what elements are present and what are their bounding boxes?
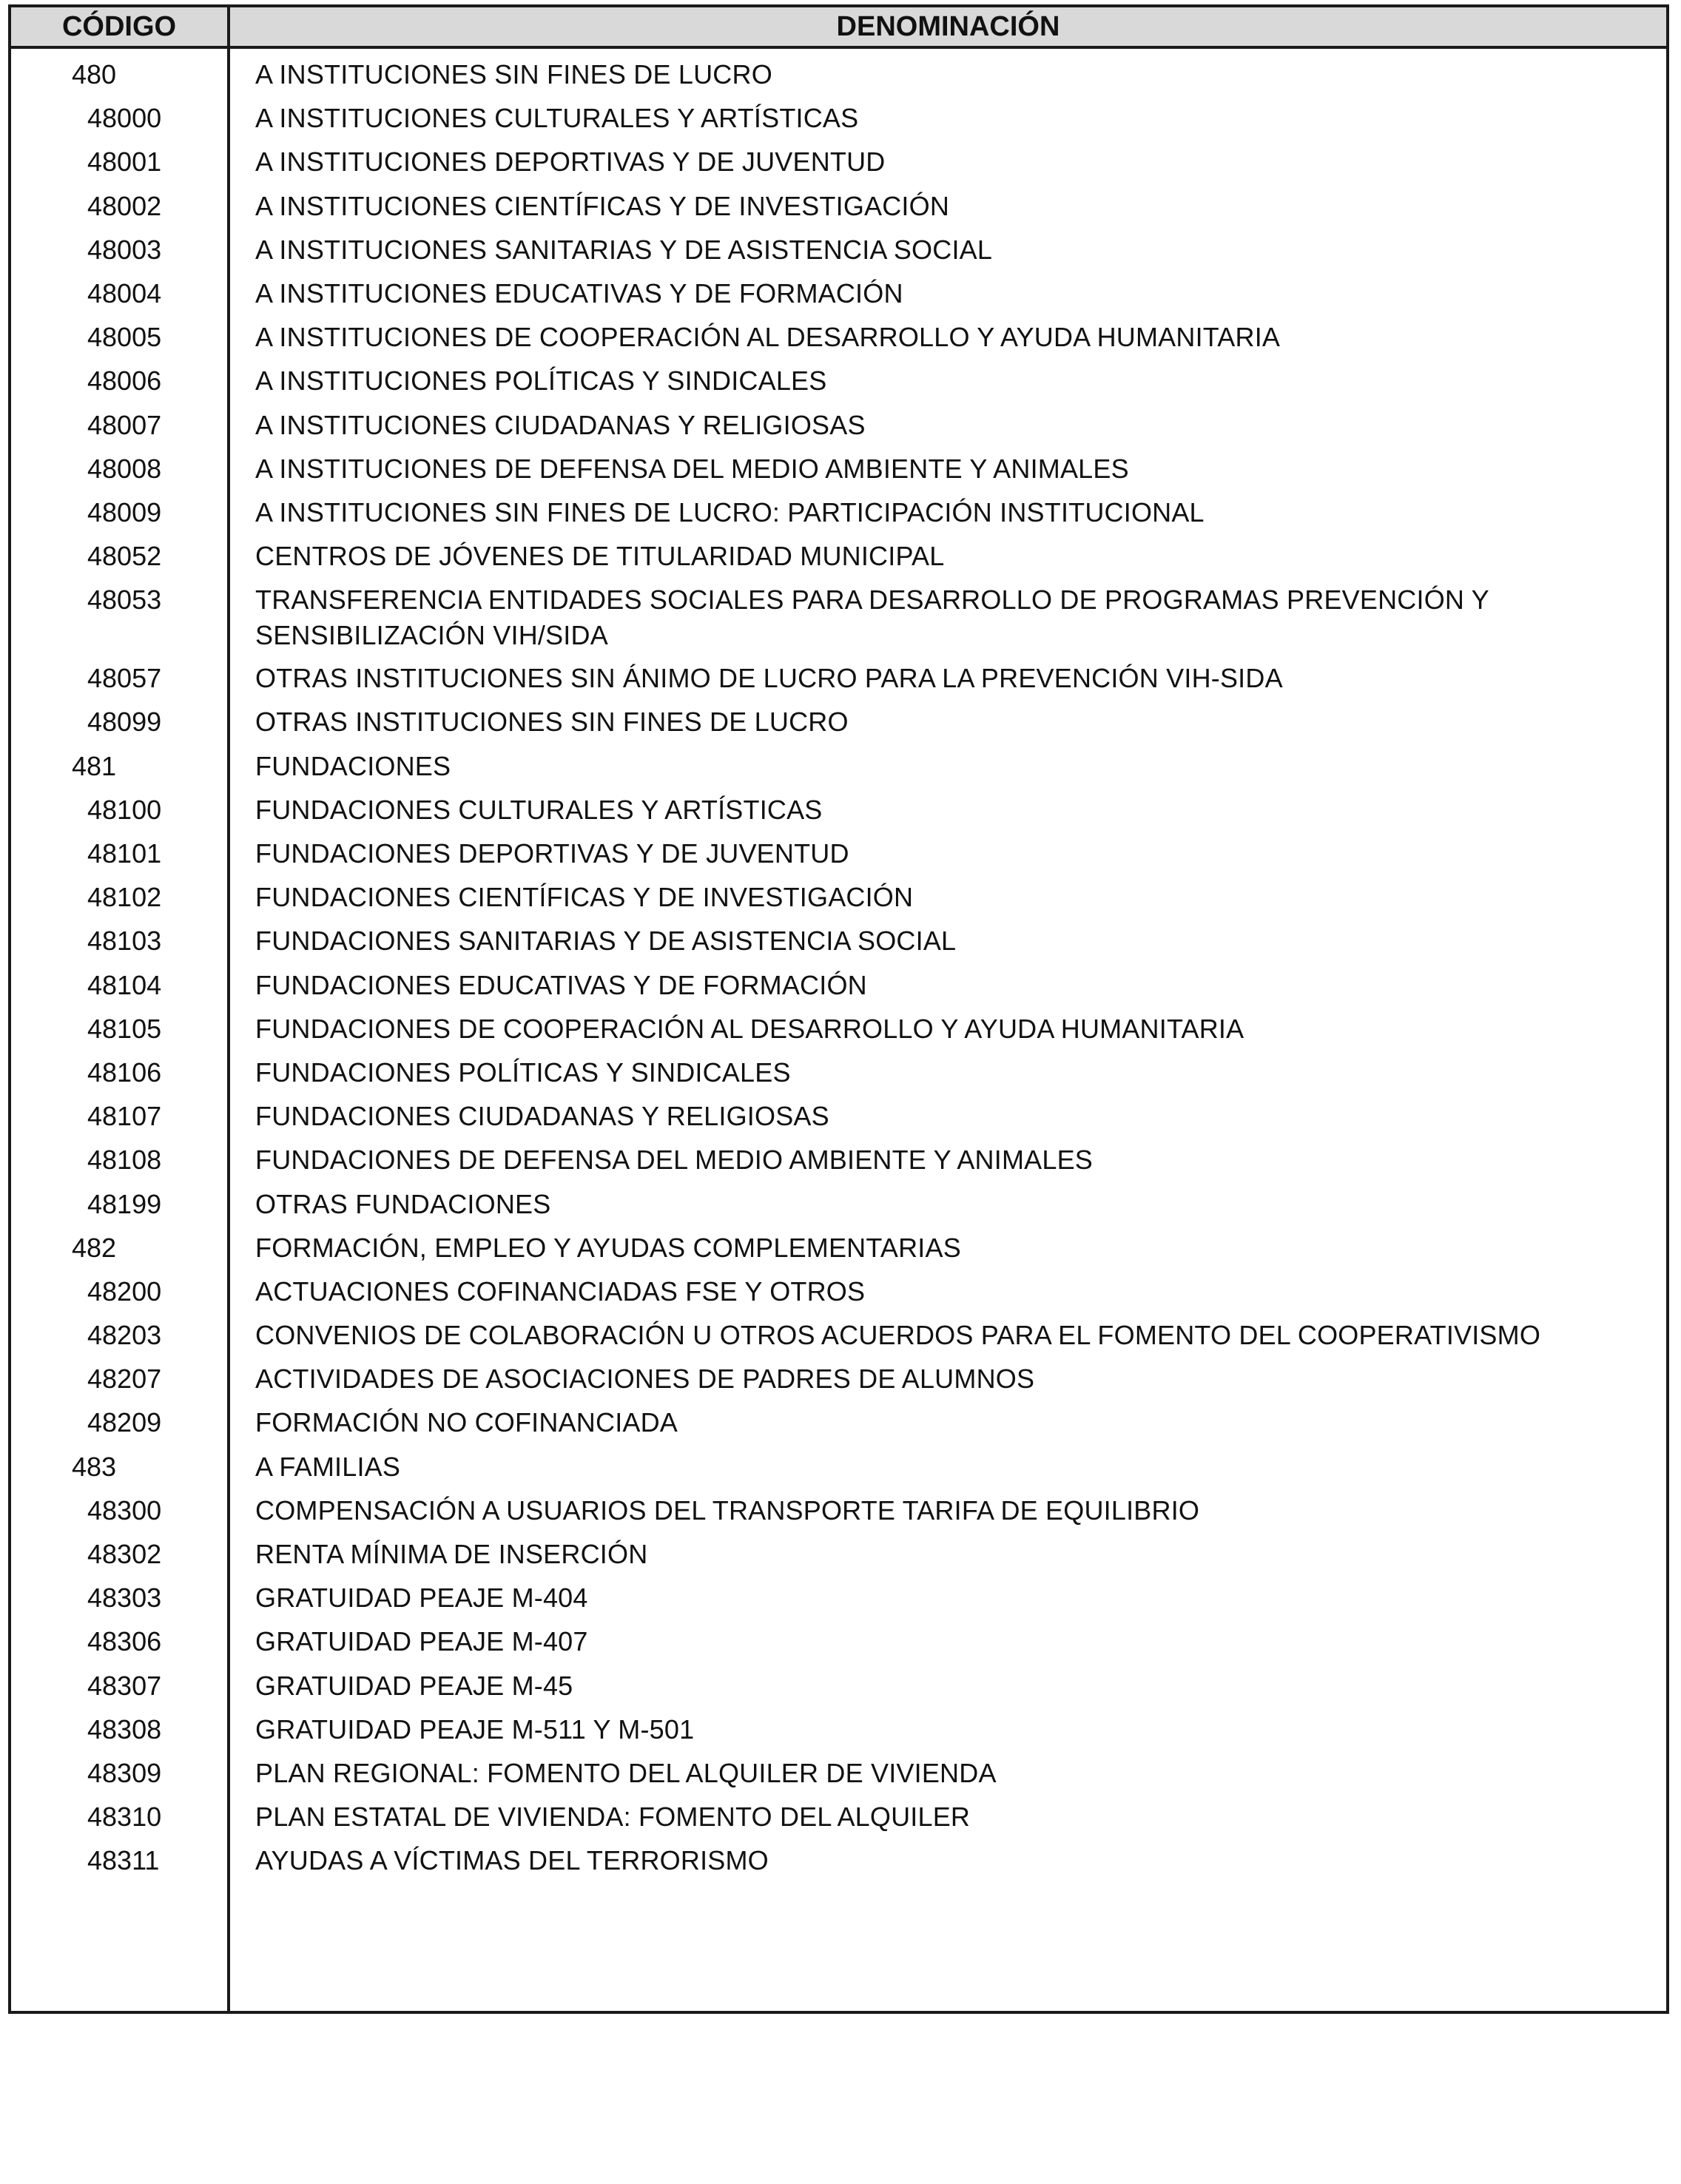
row-name: A INSTITUCIONES CULTURALES Y ARTÍSTICAS bbox=[255, 103, 859, 134]
row-name: GRATUIDAD PEAJE M-511 Y M-501 bbox=[255, 1713, 695, 1745]
row-name: A FAMILIAS bbox=[255, 1451, 401, 1482]
table-row bbox=[11, 1055, 1666, 1099]
table-row bbox=[11, 1449, 1666, 1493]
table-row bbox=[11, 749, 1666, 792]
row-name: FUNDACIONES CULTURALES Y ARTÍSTICAS bbox=[255, 794, 823, 825]
row-code: 48001 bbox=[87, 146, 162, 178]
row-name: GRATUIDAD PEAJE M-45 bbox=[255, 1670, 573, 1701]
row-code: 48099 bbox=[87, 707, 162, 738]
row-code: 48000 bbox=[87, 103, 162, 134]
row-name: OTRAS FUNDACIONES bbox=[255, 1188, 551, 1219]
row-code: 48002 bbox=[87, 190, 162, 221]
table-row bbox=[11, 1318, 1666, 1361]
table-row bbox=[11, 836, 1666, 880]
row-name: ACTIVIDADES DE ASOCIACIONES DE PADRES DE ALUMNOS bbox=[255, 1364, 1035, 1395]
table-row bbox=[11, 1142, 1666, 1186]
table-row bbox=[11, 1756, 1666, 1799]
table-row bbox=[11, 408, 1666, 451]
row-code: 48003 bbox=[87, 234, 162, 265]
row-name: CONVENIOS DE COLABORACIÓN U OTROS ACUERDOS PARA EL FOMENTO DEL COOPERATIVISMO bbox=[255, 1320, 1541, 1351]
table-row bbox=[11, 189, 1666, 232]
table-row bbox=[11, 1274, 1666, 1318]
table-row bbox=[11, 1405, 1666, 1449]
row-name: A INSTITUCIONES POLÍTICAS Y SINDICALES bbox=[255, 365, 827, 397]
table-row bbox=[11, 1099, 1666, 1142]
row-code: 48209 bbox=[87, 1407, 162, 1438]
row-code: 48007 bbox=[87, 409, 162, 440]
row-code: 48106 bbox=[87, 1056, 162, 1088]
table-row bbox=[11, 1011, 1666, 1055]
row-code: 48105 bbox=[87, 1013, 162, 1044]
row-code: 48104 bbox=[87, 969, 162, 1000]
row-name: FUNDACIONES DE DEFENSA DEL MEDIO AMBIENTE Y ANIMALES bbox=[255, 1145, 1094, 1176]
table-row bbox=[11, 1580, 1666, 1624]
table-row bbox=[11, 880, 1666, 923]
row-code: 48309 bbox=[87, 1757, 162, 1788]
row-name: A INSTITUCIONES CIUDADANAS Y RELIGIOSAS bbox=[255, 409, 866, 440]
row-code: 48100 bbox=[87, 794, 162, 825]
row-code: 48101 bbox=[87, 838, 162, 869]
row-code: 482 bbox=[72, 1232, 117, 1263]
row-code: 48310 bbox=[87, 1802, 162, 1833]
table-row bbox=[11, 276, 1666, 320]
table-row bbox=[11, 363, 1666, 407]
row-code: 48311 bbox=[87, 1845, 160, 1876]
row-code: 48103 bbox=[87, 926, 162, 957]
table-row bbox=[11, 704, 1666, 748]
row-code: 48203 bbox=[87, 1320, 162, 1351]
row-name: FUNDACIONES SANITARIAS Y DE ASISTENCIA SOCIAL bbox=[255, 926, 957, 957]
table-row bbox=[11, 1843, 1666, 1887]
table-row bbox=[11, 57, 1666, 101]
row-name: A INSTITUCIONES SIN FINES DE LUCRO bbox=[255, 59, 772, 90]
row-name: PLAN REGIONAL: FOMENTO DEL ALQUILER DE VIVIENDA bbox=[255, 1757, 997, 1788]
budget-code-table bbox=[8, 4, 1669, 2014]
row-name: ACTUACIONES COFINANCIADAS FSE Y OTROS bbox=[255, 1275, 866, 1307]
table-row bbox=[11, 1493, 1666, 1537]
row-name: PLAN ESTATAL DE VIVIENDA: FOMENTO DEL ALQUILER bbox=[255, 1802, 971, 1833]
row-code: 48307 bbox=[87, 1670, 162, 1701]
row-name: OTRAS INSTITUCIONES SIN ÁNIMO DE LUCRO PARA LA PREVENCIÓN VIH-SIDA bbox=[255, 663, 1283, 694]
table-row bbox=[11, 101, 1666, 144]
row-code: 48005 bbox=[87, 322, 162, 353]
header-name: DENOMINACIÓN bbox=[836, 11, 1060, 42]
table-row bbox=[11, 1624, 1666, 1668]
row-code: 48008 bbox=[87, 453, 162, 484]
table-row bbox=[11, 1361, 1666, 1405]
table-row bbox=[11, 1712, 1666, 1756]
table-row bbox=[11, 923, 1666, 967]
row-code: 48102 bbox=[87, 882, 162, 913]
table-row bbox=[11, 144, 1666, 188]
table-header bbox=[11, 7, 1666, 49]
row-name: GRATUIDAD PEAJE M-407 bbox=[255, 1626, 588, 1657]
row-name: FUNDACIONES CIUDADANAS Y RELIGIOSAS bbox=[255, 1101, 829, 1132]
row-code: 480 bbox=[72, 59, 117, 90]
table-row bbox=[11, 539, 1666, 582]
row-name: FORMACIÓN, EMPLEO Y AYUDAS COMPLEMENTARIAS bbox=[255, 1232, 961, 1263]
row-code: 48300 bbox=[87, 1494, 162, 1526]
row-name: GRATUIDAD PEAJE M-404 bbox=[255, 1583, 588, 1614]
table-row bbox=[11, 495, 1666, 539]
row-code: 48057 bbox=[87, 663, 162, 694]
row-code: 48107 bbox=[87, 1101, 162, 1132]
table-row bbox=[11, 661, 1666, 704]
row-name: AYUDAS A VÍCTIMAS DEL TERRORISMO bbox=[255, 1845, 769, 1876]
row-name: FORMACIÓN NO COFINANCIADA bbox=[255, 1407, 678, 1438]
row-name: TRANSFERENCIA ENTIDADES SOCIALES PARA DESARROLLO DE PROGRAMAS PREVENCIÓN Y SENSIBILIZACIÓN VIH/SIDA bbox=[255, 584, 1489, 651]
row-name: FUNDACIONES bbox=[255, 750, 451, 781]
row-name: FUNDACIONES DEPORTIVAS Y DE JUVENTUD bbox=[255, 838, 849, 869]
row-name: A INSTITUCIONES SANITARIAS Y DE ASISTENCIA SOCIAL bbox=[255, 234, 993, 265]
row-name: OTRAS INSTITUCIONES SIN FINES DE LUCRO bbox=[255, 707, 849, 738]
row-name: A INSTITUCIONES DEPORTIVAS Y DE JUVENTUD bbox=[255, 146, 886, 178]
row-name: A INSTITUCIONES SIN FINES DE LUCRO: PARTICIPACIÓN INSTITUCIONAL bbox=[255, 496, 1205, 528]
table-row bbox=[11, 1668, 1666, 1712]
row-code: 48053 bbox=[87, 584, 162, 616]
row-code: 48006 bbox=[87, 365, 162, 397]
table-row bbox=[11, 1537, 1666, 1580]
row-code: 48199 bbox=[87, 1188, 162, 1219]
row-code: 483 bbox=[72, 1451, 117, 1482]
table-row bbox=[11, 1230, 1666, 1274]
row-name: A INSTITUCIONES EDUCATIVAS Y DE FORMACIÓN bbox=[255, 277, 903, 309]
row-code: 48306 bbox=[87, 1626, 162, 1657]
table-row bbox=[11, 582, 1666, 661]
table-row bbox=[11, 968, 1666, 1011]
row-code: 48302 bbox=[87, 1539, 162, 1569]
row-code: 48004 bbox=[87, 277, 162, 309]
row-code: 48108 bbox=[87, 1145, 162, 1176]
table-row bbox=[11, 451, 1666, 495]
row-code: 48052 bbox=[87, 541, 162, 572]
row-name: FUNDACIONES CIENTÍFICAS Y DE INVESTIGACIÓN bbox=[255, 882, 914, 913]
table-row bbox=[11, 232, 1666, 276]
row-name: CENTROS DE JÓVENES DE TITULARIDAD MUNICIPAL bbox=[255, 541, 945, 572]
row-code: 48303 bbox=[87, 1583, 162, 1614]
table-row bbox=[11, 1187, 1666, 1230]
row-name: COMPENSACIÓN A USUARIOS DEL TRANSPORTE TARIFA DE EQUILIBRIO bbox=[255, 1494, 1200, 1526]
row-code: 48308 bbox=[87, 1713, 162, 1745]
row-name: RENTA MÍNIMA DE INSERCIÓN bbox=[255, 1539, 648, 1569]
table-body bbox=[11, 57, 1666, 1887]
header-code: CÓDIGO bbox=[61, 11, 177, 42]
row-code: 481 bbox=[72, 750, 117, 781]
row-name: FUNDACIONES EDUCATIVAS Y DE FORMACIÓN bbox=[255, 969, 867, 1000]
row-code: 48207 bbox=[87, 1364, 162, 1395]
table-row bbox=[11, 1799, 1666, 1843]
table-row bbox=[11, 792, 1666, 836]
row-code: 48200 bbox=[87, 1275, 162, 1307]
row-name: A INSTITUCIONES DE COOPERACIÓN AL DESARROLLO Y AYUDA HUMANITARIA bbox=[255, 322, 1281, 353]
table-row bbox=[11, 320, 1666, 363]
row-name: A INSTITUCIONES CIENTÍFICAS Y DE INVESTIGACIÓN bbox=[255, 190, 950, 221]
row-name: FUNDACIONES POLÍTICAS Y SINDICALES bbox=[255, 1056, 791, 1088]
row-name: FUNDACIONES DE COOPERACIÓN AL DESARROLLO Y AYUDA HUMANITARIA bbox=[255, 1013, 1244, 1044]
row-name: A INSTITUCIONES DE DEFENSA DEL MEDIO AMBIENTE Y ANIMALES bbox=[255, 453, 1129, 484]
row-code: 48009 bbox=[87, 496, 162, 528]
